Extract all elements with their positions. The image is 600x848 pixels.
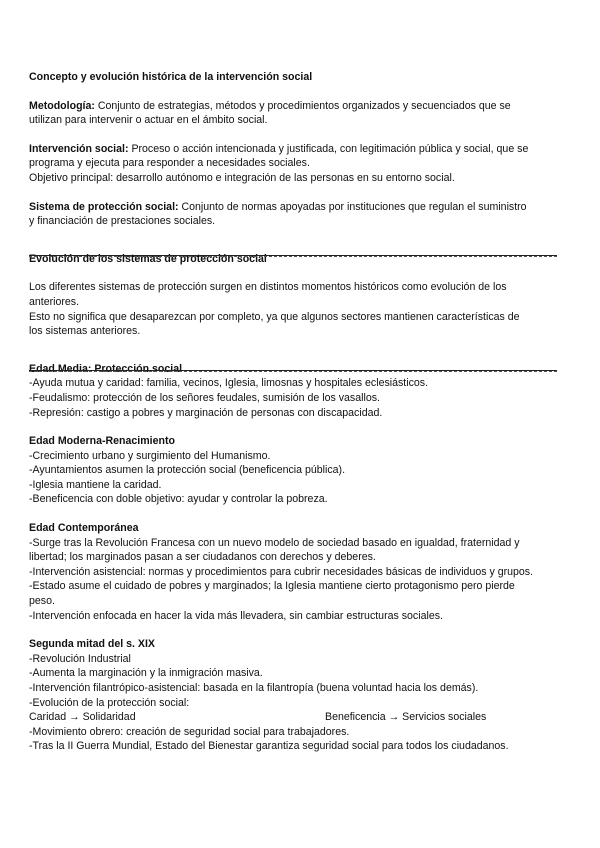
list-item: -Surge tras la Revolución Francesa con un nuevo modelo de sociedad basado en igualdad, fraternidad y <box>29 536 520 549</box>
section-heading-edad-moderna <box>29 434 569 449</box>
def-intervencion-line-3: Objetivo principal: desarrollo autónomo e integración de las personas en su entorno social. <box>29 171 455 184</box>
section-heading-evolucion <box>29 252 569 267</box>
def-sistema-line-1 <box>29 200 569 215</box>
list-item: -Evolución de la protección social: <box>29 696 190 709</box>
def-sistema-line-2: y financiación de prestaciones sociales. <box>29 215 216 228</box>
evolucion-paragraph-line-4: los sistemas anteriores. <box>29 325 141 338</box>
list-item: -Crecimiento urbano y surgimiento del Humanismo. <box>29 449 271 462</box>
edad-moderna-heading-text: Edad Moderna-Renacimiento <box>29 435 175 448</box>
list-item: -Aumenta la marginación y la inmigración masiva. <box>29 667 263 680</box>
section-heading-segunda-mitad <box>29 637 569 652</box>
list-item: libertad; los marginados pasan a ser ciudadanos con derechos y deberes. <box>29 551 376 564</box>
document-title: Concepto y evolución histórica de la intervención social <box>29 71 313 83</box>
evolucion-paragraph-line-3: Esto no significa que desaparezcan por completo, ya que algunos sectores mantienen características de <box>29 310 520 323</box>
edad-contemporanea-heading-text: Edad Contemporánea <box>29 522 139 535</box>
list-item: -Intervención enfocada en hacer la vida más llevadera, sin cambiar estructuras sociales. <box>29 609 443 622</box>
list-item: -Ayuda mutua y caridad: familia, vecinos, Iglesia, limosnas y hospitales eclesiásticos. <box>29 377 429 390</box>
list-item: -Revolución Industrial <box>29 652 131 665</box>
document-page <box>29 70 569 754</box>
def-intervencion-term: Intervención social: <box>29 142 129 155</box>
section-heading-edad-contemporanea <box>29 521 569 536</box>
evolucion-paragraph-line-2: anteriores. <box>29 295 80 308</box>
section-divider-1-shadow <box>29 256 557 257</box>
list-item: -Tras la II Guerra Mundial, Estado del Bienestar garantiza seguridad social para todos los ciudadanos. <box>29 740 509 753</box>
def-metodologia-term: Metodología: <box>29 99 95 112</box>
list-item: -Intervención filantrópico-asistencial: basada en la filantropía (buena voluntad hacia los demás). <box>29 682 479 694</box>
segunda-mitad-heading-text: Segunda mitad del s. XIX <box>29 638 155 651</box>
list-item: -Ayuntamientos asumen la protección social (beneficencia pública). <box>29 464 346 477</box>
list-item: -Iglesia mantiene la caridad. <box>29 478 162 491</box>
def-metodologia-text-1: Conjunto de estrategias, métodos y procedimientos organizados y secuenciados que se <box>94 99 511 112</box>
list-item: -Beneficencia con doble objetivo: ayudar y controlar la pobreza. <box>29 493 328 506</box>
list-item: -Estado asume el cuidado de pobres y marginados; la Iglesia mantiene cierto protagonismo pero pierde <box>29 580 515 593</box>
evolucion-paragraph-line-1: Los diferentes sistemas de protección surgen en distintos momentos históricos como evolución de los <box>29 281 507 294</box>
list-item: -Intervención asistencial: normas y procedimientos para cubrir necesidades básicas de individuos y grupos. <box>29 565 534 578</box>
evolution-arrows-row <box>29 710 569 725</box>
list-item: -Movimiento obrero: creación de seguridad social para trabajadores. <box>29 725 350 738</box>
def-intervencion-line-2: programa y ejecuta para responder a necesidades sociales. <box>29 157 310 170</box>
list-item: -Feudalismo: protección de los señores feudales, sumisión de los vasallos. <box>29 391 380 404</box>
evolucion-heading-text: Evolución de los sistemas de protección social <box>29 252 267 265</box>
def-sistema-text-1: Conjunto de normas apoyadas por instituciones que regulan el suministro <box>178 200 527 213</box>
edad-media-heading-text: Edad Media: Protección social <box>29 362 183 375</box>
def-metodologia-line-2: utilizan para intervenir o actuar en el ámbito social. <box>29 114 268 127</box>
def-intervencion-line-1 <box>29 142 569 157</box>
list-item: -Represión: castigo a pobres y marginación de personas con discapacidad. <box>29 406 383 419</box>
list-item: peso. <box>29 595 55 608</box>
def-sistema-term: Sistema de protección social: <box>29 200 179 213</box>
section-divider-2-shadow <box>29 371 557 372</box>
def-intervencion-text-1: Proceso o acción intencionada y justificada, con legitimación pública y social, que se <box>128 142 529 155</box>
arrow-beneficencia-servicios: Beneficencia → Servicios sociales <box>325 711 487 724</box>
arrow-caridad-solidaridad: Caridad → Solidaridad <box>29 711 136 724</box>
def-metodologia-line-1 <box>29 99 569 114</box>
